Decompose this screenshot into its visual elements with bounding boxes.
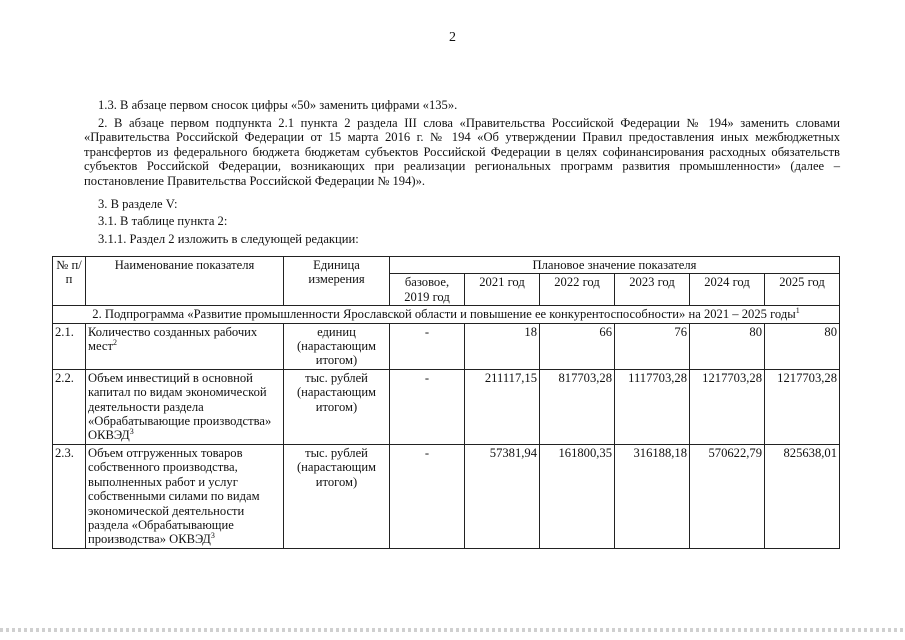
header-unit: Единица измерения [284, 257, 390, 306]
page-number: 2 [449, 30, 456, 45]
section-title: 2. Подпрограмма «Развитие промышленности Ярославской области и повышение ее конкурентоспособности» на 2021 – 2025 годы [92, 307, 796, 322]
row-value: 18 [465, 323, 540, 369]
row-value: 817703,28 [540, 369, 615, 444]
row-value: 80 [690, 323, 765, 369]
row-value: 161800,35 [540, 444, 615, 548]
row-value: - [390, 444, 465, 548]
indicator-table [52, 256, 840, 549]
footnote-marker: 2 [112, 337, 117, 347]
row-value: 1217703,28 [765, 369, 840, 444]
header-year: 2022 год [540, 274, 615, 306]
row-name: Объем инвестиций в основной капитал по видам экономической деятельности раздела «Обрабатывающие производства» ОКВЭД [88, 370, 272, 443]
row-value: 76 [615, 323, 690, 369]
row-name-cell [86, 323, 284, 369]
row-value: 570622,79 [690, 444, 765, 548]
scan-edge [0, 628, 905, 632]
table-row [53, 444, 840, 548]
header-year: 2021 год [465, 274, 540, 306]
paragraph-1-3: 1.3. В абзаце первом сносок цифры «50» заменить цифрами «135». [98, 98, 458, 112]
header-year: 2025 год [765, 274, 840, 306]
header-year: базовое, 2019 год [390, 274, 465, 306]
row-value: 825638,01 [765, 444, 840, 548]
paragraph-3: 3. В разделе V: [98, 197, 178, 211]
row-name-cell [86, 444, 284, 548]
header-year: 2024 год [690, 274, 765, 306]
paragraph-3-1-1: 3.1.1. Раздел 2 изложить в следующей редакции: [98, 232, 359, 246]
row-value: 66 [540, 323, 615, 369]
table-row [53, 369, 840, 444]
table-row [53, 323, 840, 369]
row-value: 80 [765, 323, 840, 369]
row-unit: единиц (нарастающим итогом) [284, 323, 390, 369]
paragraph-2: 2. В абзаце первом подпункта 2.1 пункта 2 раздела III слова «Правительства Российской Федерации № 194» заменить словами «Правительства Российской Федерации от 15 марта 2016 г. № 194 «Об утверждении Правил предоставления иных межбюджетных трансфертов из федерального бюджета бюджетам субъектов Российской Федерации в целях софинансирования расходных обязательств субъектов Российской Федерации, возникающих при реализации региональных программ развития промышленности» (далее – постановление Правительства Российской Федерации № 194)». [84, 116, 840, 188]
row-unit: тыс. рублей (нарастающим итогом) [284, 369, 390, 444]
row-num: 2.2. [53, 369, 86, 444]
row-name: Количество созданных рабочих мест [88, 324, 258, 354]
row-name-cell [86, 369, 284, 444]
header-row-1 [53, 257, 840, 274]
row-value: 316188,18 [615, 444, 690, 548]
row-value: 1117703,28 [615, 369, 690, 444]
footnote-marker: 1 [795, 306, 800, 316]
header-year: 2023 год [615, 274, 690, 306]
row-unit: тыс. рублей (нарастающим итогом) [284, 444, 390, 548]
row-num: 2.3. [53, 444, 86, 548]
row-value: 1217703,28 [690, 369, 765, 444]
row-name: Объем отгруженных товаров собственного производства, выполненных работ и услуг собственными силами по видам экономической деятельности раздела «Обрабатывающие производства» ОКВЭД [88, 445, 260, 547]
section-row [53, 306, 840, 323]
row-value: 211117,15 [465, 369, 540, 444]
footnote-marker: 3 [129, 427, 134, 437]
header-planned: Плановое значение показателя [390, 257, 840, 274]
paragraph-3-1: 3.1. В таблице пункта 2: [98, 214, 228, 228]
header-name: Наименование показателя [86, 257, 284, 306]
header-num: № п/п [53, 257, 86, 306]
section-title-cell [53, 306, 840, 323]
row-value: - [390, 323, 465, 369]
row-value: 57381,94 [465, 444, 540, 548]
footnote-marker: 3 [210, 531, 215, 541]
row-value: - [390, 369, 465, 444]
row-num: 2.1. [53, 323, 86, 369]
